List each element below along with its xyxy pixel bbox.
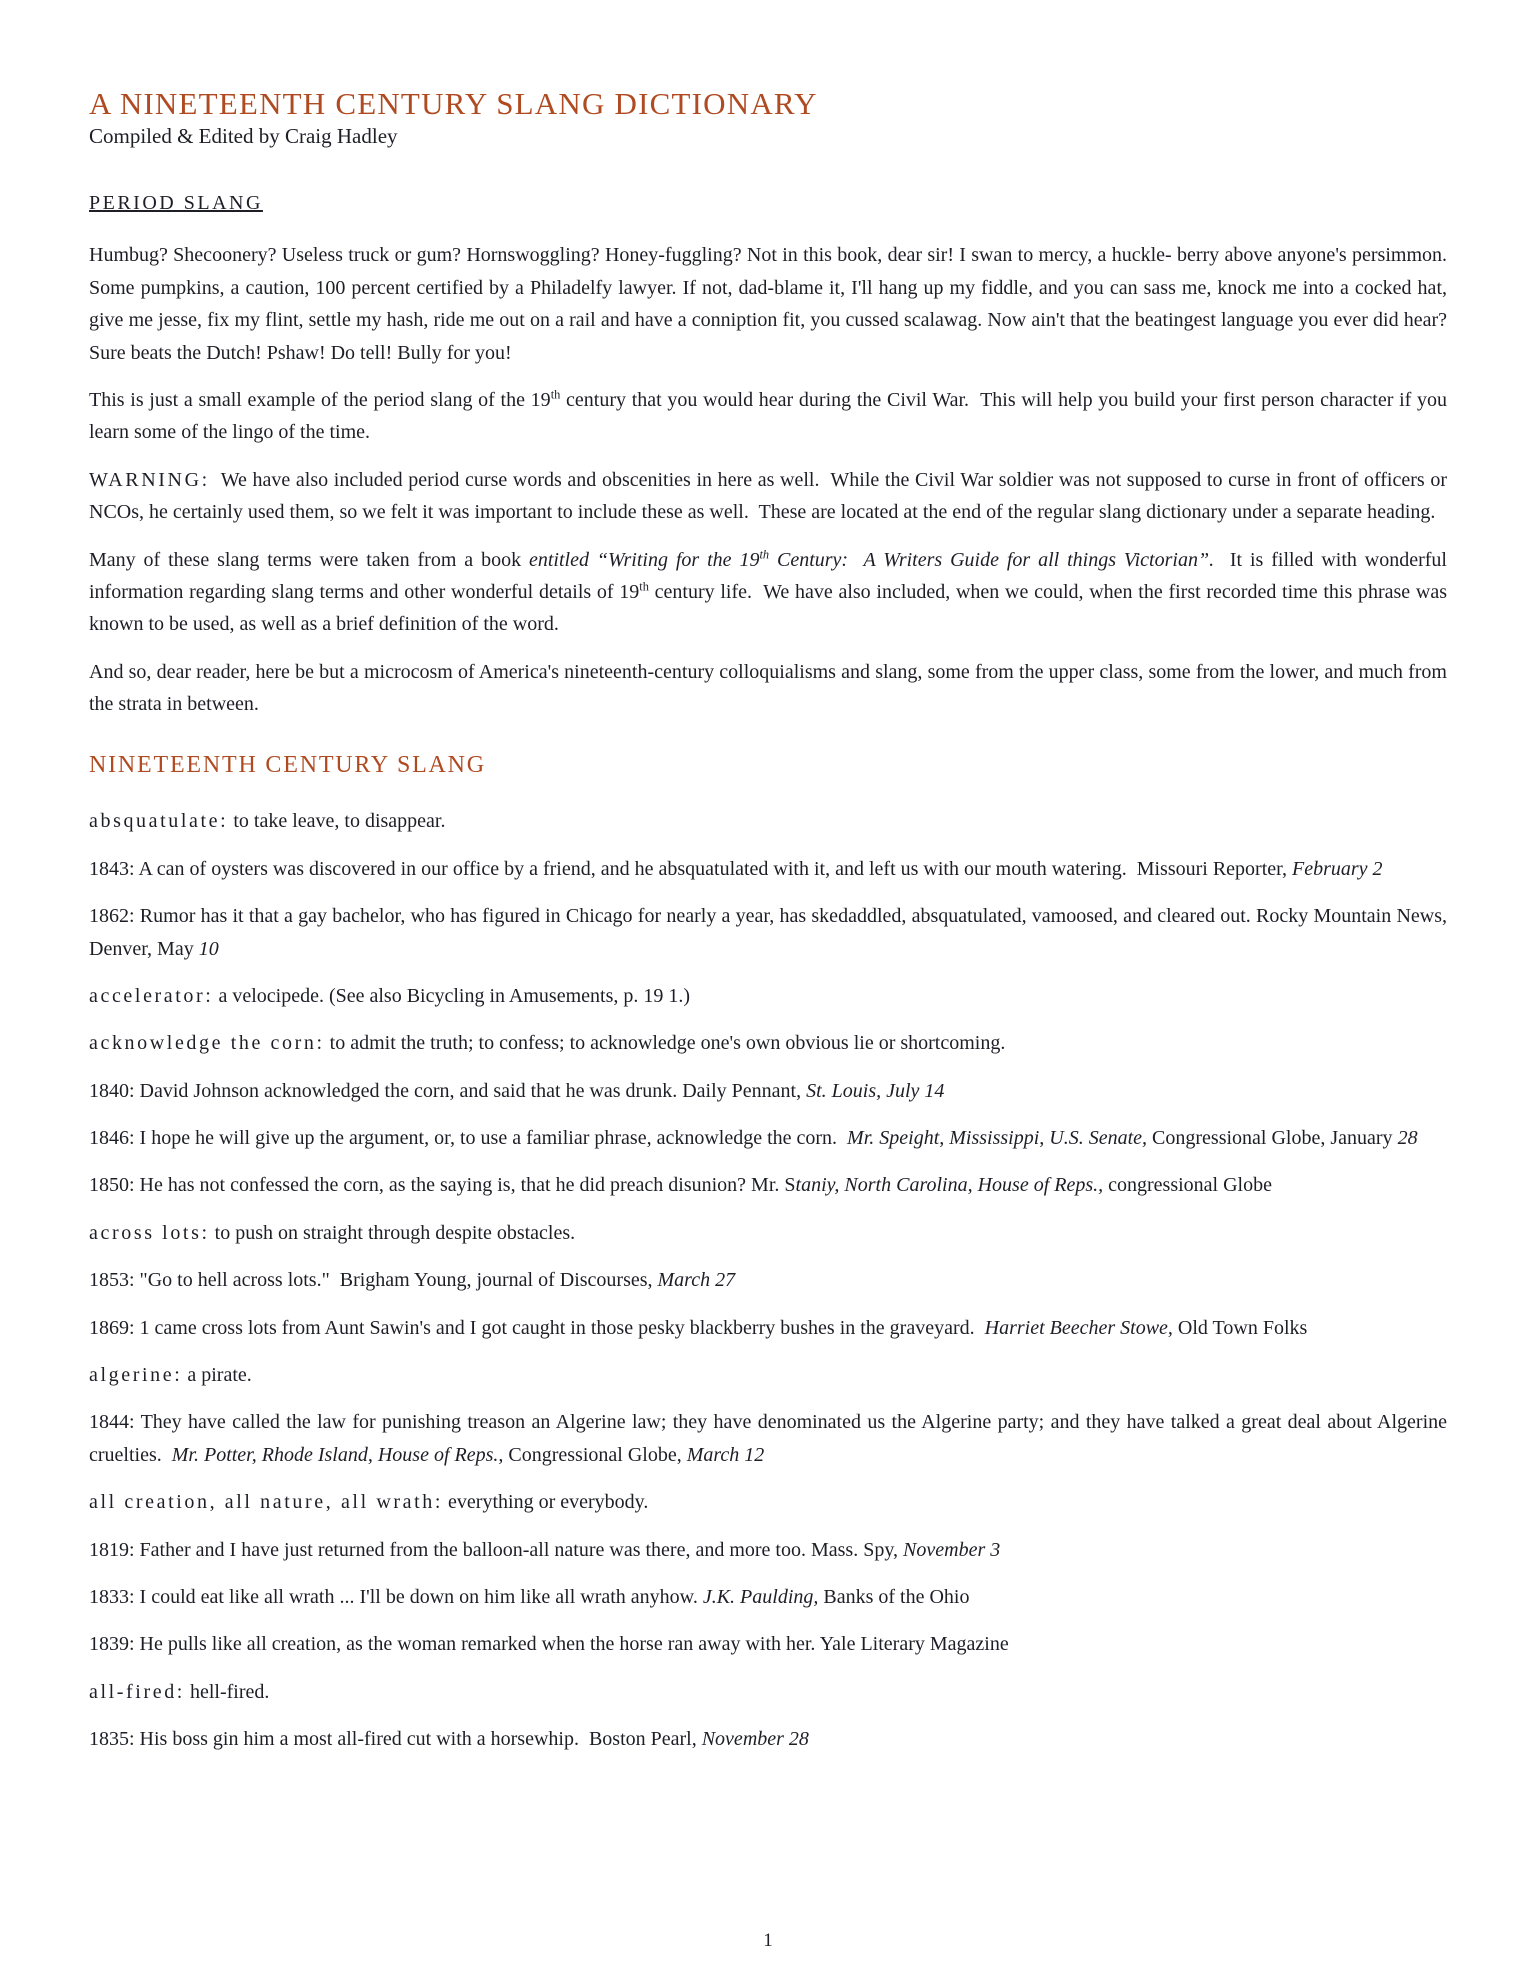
citation-1850: 1850: He has not confessed the corn, as the saying is, that he did preach disunion? Mr. Staniy, North Carolina, House of Reps., congressional Globe: [89, 1174, 1272, 1197]
entry-acknowledge-the-corn: acknowledge the corn: to admit the truth; to confess; to acknowledge one's own obvious lie or shortcoming.: [89, 1032, 1006, 1055]
citation-1862: 1862: Rumor has it that a gay bachelor, who has figured in Chicago for nearly a year, has skedaddled, absquatulated, vamoosed, and cleared out. Rocky Mountain News, Denver, May 10: [89, 905, 1452, 960]
citation-1835: 1835: His boss gin him a most all-fired cut with a horsewhip. Boston Pearl, November 28: [89, 1728, 809, 1751]
entry-all-fired: all-fired: hell-fired.: [89, 1680, 270, 1703]
reader-paragraph: And so, dear reader, here be but a microcosm of America's nineteenth-century colloquialisms and slang, some from the upper class, some from the lower, and much from the strata in between.: [89, 660, 1452, 716]
citation-1843: 1843: A can of oysters was discovered in our office by a friend, and he absquatulated with it, and left us with our mouth watering. Missouri Reporter, February 2: [89, 857, 1383, 880]
citation-1869: 1869: 1 came cross lots from Aunt Sawin's and I got caught in those pesky blackberry bushes in the graveyard. Harriet Beecher Stowe, Old Town Folks: [89, 1316, 1308, 1339]
warning-paragraph: WARNING: We have also included period curse words and obscenities in here as well. While the Civil War soldier was not supposed to curse in front of officers or NCOs, he certainly used them, so we felt it was important to include these as well. These are located at the end of the regular slang dictionary under a separate heading.: [89, 468, 1452, 524]
source-paragraph: Many of these slang terms were taken from a book entitled “Writing for the 19th Century: A Writers Guide for all things Victorian”. It is filled with wonderful information regarding slang terms and other wonderful details of 19th century life. We have also included, when we could, when the first recorded time this phrase was known to be used, as well as a brief definition of the word.: [89, 546, 1452, 636]
entry-accelerator: accelerator: a velocipede. (See also Bicycling in Amusements, p. 19 1.): [89, 984, 691, 1007]
document-title: A NINETEENTH CENTURY SLANG DICTIONARY: [89, 86, 818, 121]
citation-1839: 1839: He pulls like all creation, as the woman remarked when the horse ran away with her. Yale Literary Magazine: [89, 1633, 1009, 1656]
period-slang-heading: PERIOD SLANG: [89, 192, 263, 214]
document-blocks: [89, 187, 1452, 1756]
entry-algerine: algerine: a pirate.: [89, 1364, 252, 1387]
slang-section-heading: NINETEENTH CENTURY SLANG: [89, 752, 486, 779]
entry-all-creation: all creation, all nature, all wrath: everything or everybody.: [89, 1491, 649, 1514]
intro-paragraph: Humbug? Shecoonery? Useless truck or gum? Hornswoggling? Honey-fuggling? Not in this book, dear sir! I swan to mercy, a huckle- berry above anyone's persimmon. Some pumpkins, a caution, 100 percent certified by a Philadelfy lawyer. If not, dad-blame it, I'll hang up my fiddle, and you can sass me, knock me into a cocked hat, give me jesse, fix my flint, settle my hash, ride me out on a rail and have a conniption fit, you cussed scalawag. Now ain't that the beatingest language you ever did hear? Sure beats the Dutch! Pshaw! Do tell! Bully for you!: [89, 244, 1452, 364]
citation-1819: 1819: Father and I have just returned from the balloon-all nature was there, and more too. Mass. Spy, November 3: [89, 1538, 1001, 1561]
citation-1844: 1844: They have called the law for punishing treason an Algerine law; they have denominated us the Algerine party; and they have talked a great deal about Algerine cruelties. Mr. Potter, Rhode Island, House of Reps., Congressional Globe, March 12: [89, 1411, 1452, 1466]
citation-1833: 1833: I could eat like all wrath ... I'll be down on him like all wrath anyhow. J.K. Paulding, Banks of the Ohio: [89, 1585, 970, 1608]
page-number: 1: [763, 1930, 773, 1951]
example-paragraph: This is just a small example of the period slang of the 19th century that you would hear during the Civil War. This will help you build your first person character if you learn some of the lingo of the time.: [89, 387, 1452, 444]
citation-1853: 1853: "Go to hell across lots." Brigham Young, journal of Discourses, March 27: [89, 1269, 736, 1292]
entry-absquatulate: absquatulate: to take leave, to disappear.: [89, 810, 446, 833]
citation-1846: 1846: I hope he will give up the argument, or, to use a familiar phrase, acknowledge the corn. Mr. Speight, Mississippi, U.S. Senate, Congressional Globe, January 28: [89, 1127, 1418, 1150]
entry-across-lots: across lots: to push on straight through despite obstacles.: [89, 1221, 576, 1244]
citation-1840: 1840: David Johnson acknowledged the corn, and said that he was drunk. Daily Pennant, St. Louis, July 14: [89, 1079, 945, 1102]
document-byline: Compiled & Edited by Craig Hadley: [89, 124, 398, 148]
